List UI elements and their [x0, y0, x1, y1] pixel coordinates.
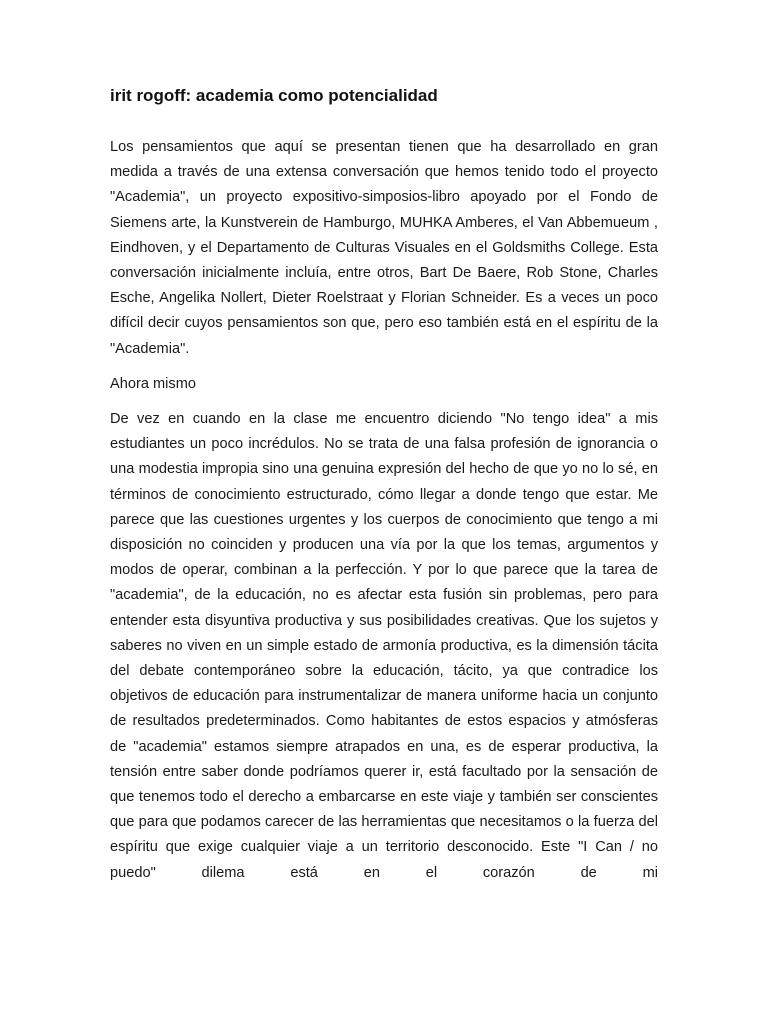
document-title: irit rogoff: academia como potencialidad: [110, 86, 438, 105]
paragraph-intro: Los pensamientos que aquí se presentan tienen que ha desarrollado en gran medida a través de una extensa conversación que hemos tenido todo el proyecto "Academia", un proyecto expositivo-simposios-libro apoyado por el Fondo de Siemens arte, la Kunstverein de Hamburgo, MUHKA Amberes, el Van Abbemueum , Eindhoven, y el Departamento de Culturas Visuales en el Goldsmiths College. Esta conversación inicialmente incluía, entre otros, Bart De Baere, Rob Stone, Charles Esche, Angelika Nollert, Dieter Roelstraat y Florian Schneider. Es a veces un poco difícil decir cuyos pensamientos son que, pero eso también está en el espíritu de la "Academia".: [110, 139, 658, 357]
document-page: [110, 82, 658, 896]
section-heading: Ahora mismo: [110, 375, 196, 392]
paragraph-body: De vez en cuando en la clase me encuentro diciendo "No tengo idea" a mis estudiantes un poco incrédulos. No se trata de una falsa profesión de ignorancia o una modestia impropia sino una genuina expresión del hecho de que yo no lo sé, en términos de conocimiento estructurado, cómo llegar a donde tengo que estar. Me parece que las cuestiones urgentes y los cuerpos de conocimiento que tengo a mi disposición no coinciden y producen una vía por la que los temas, argumentos y modos de operar, combinan a la perfección. Y por lo que parece que la tarea de "academia", de la educación, no es afectar esta fusión sin problemas, pero para entender esta disyuntiva productiva y sus posibilidades creativas. Que los sujetos y saberes no viven en un simple estado de armonía productiva, es la dimensión tácita del debate contemporáneo sobre la educación, tácito, ya que contradice los objetivos de educación para instrumentalizar de manera uniforme hacia un conjunto de resultados predeterminados. Como habitantes de estos espacios y atmósferas de "academia" estamos siempre atrapados en una, es de esperar productiva, la tensión entre saber donde podríamos querer ir, está facultado por la sensación de que tenemos todo el derecho a embarcarse en este viaje y también ser conscientes que para que podamos carecer de las herramientas que necesitamos o la fuerza del espíritu que exige cualquier viaje a un territorio desconocido. Este "I Can / no puedo" dilema está en el corazón de mi: [110, 411, 658, 881]
